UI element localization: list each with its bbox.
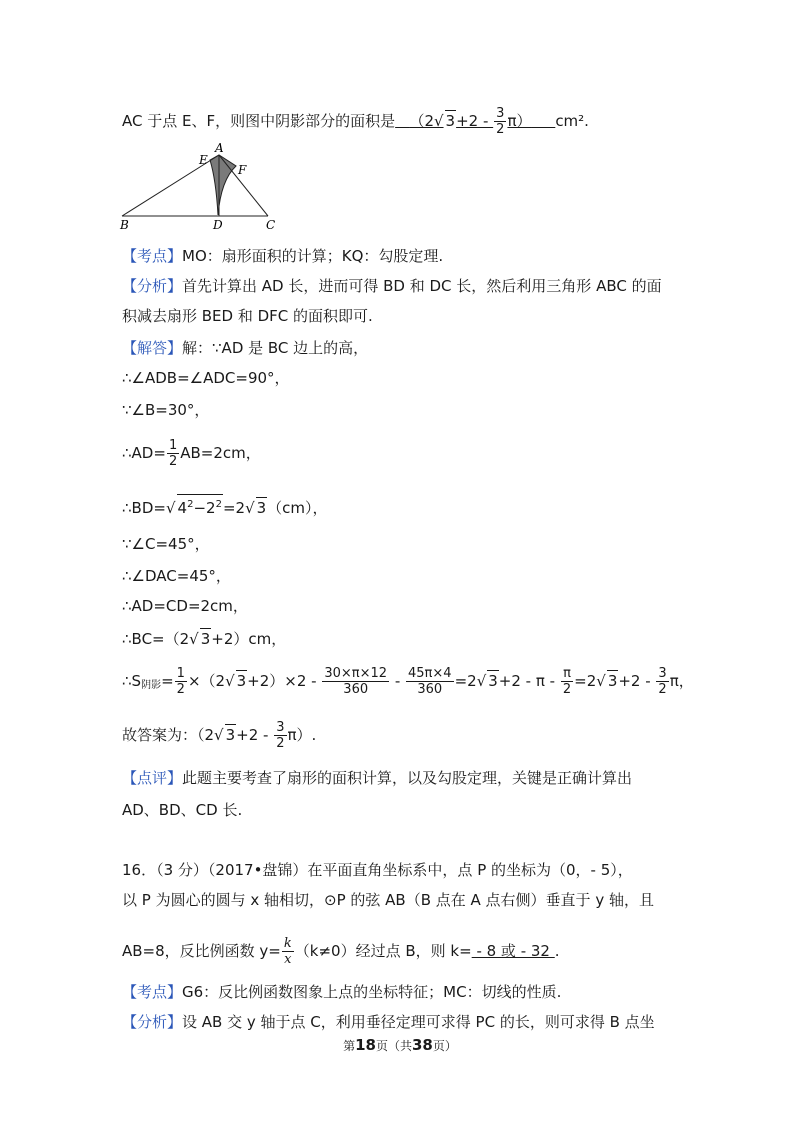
step-3: ∴AD= $\frac{1}{2}$ AB=2cm， — [122, 438, 261, 469]
step-4: ∴BD=√ $4^2-2^2=2√$ 3（cm）， — [122, 494, 328, 518]
label-f: F — [238, 163, 247, 177]
q15-jieda: 【解答】解：∵AD 是 BC 边上的高， — [122, 339, 369, 357]
q15-fenxi-1: 【分析】首先计算出 AD 长，进而可得 BD 和 DC 长，然后利用三角形 ABC 的面 — [122, 277, 662, 295]
label-d: D — [213, 218, 223, 232]
q16-line-3: AB=8，反比例函数 y= $\frac{k}{x}$ （k≠0）经过点 B，则 k= - 8 或 - 32 . — [122, 936, 560, 967]
step-9: $\therefore S_{阴影}=$ $\frac{1}{2}$ ×（2√ 3+2）×2 - $\frac{30\times\pi\times 12}{360}$ - $\frac{45\pi\times 4}{360}$ =2√ 3+2 - π - $\frac{\pi}{2}$ =2√ 3+2 - $\frac{3}{2}$ π， — [122, 666, 694, 697]
label-e: E — [199, 153, 208, 167]
final-answer: 故答案为：（2√ 3+2 - $\frac{3}{2}$ π）. — [122, 720, 317, 751]
q15-answer-fraction: $\frac{3}{2}$ — [496, 106, 505, 137]
label-b: B — [120, 218, 129, 232]
step-6: ∴∠DAC=45°， — [122, 567, 231, 585]
page-number: 18 — [355, 1036, 376, 1054]
q15-kaodian: 【考点】MO：扇形面积的计算；KQ：勾股定理. — [122, 247, 444, 265]
step-8: ∴BC=（2√ 3+2）cm， — [122, 630, 287, 648]
q15-intro: AC 于点 E、F，则图中阴影部分的面积是 — [122, 112, 396, 130]
step-2: ∵∠B=30°， — [122, 401, 210, 419]
q16-line-2: 以 P 为圆心的圆与 x 轴相切，⊙P 的弦 AB（B 点在 A 点右侧）垂直于 y 轴，且 — [122, 891, 654, 909]
label-c: C — [266, 218, 276, 232]
page-footer: 第18页（共38页） — [343, 1036, 457, 1054]
q15-dianping-2: AD、BD、CD 长. — [122, 801, 243, 819]
step-7: ∴AD=CD=2cm， — [122, 597, 248, 615]
label-a: A — [215, 141, 224, 155]
step-1: ∴∠ADB=∠ADC=90°， — [122, 369, 290, 387]
q16-line-1: 16．（3 分）（2017•盘锦）在平面直角坐标系中，点 P 的坐标为（0，- 5）， — [122, 861, 633, 879]
q15-dianping-1: 【点评】此题主要考查了扇形的面积计算，以及勾股定理，关键是正确计算出 — [122, 769, 633, 787]
q15-intro-line — [122, 106, 589, 137]
q15-answer: （2√ 3+2 - $\frac{3}{2}$ π） — [409, 106, 532, 137]
page-total: 38 — [412, 1036, 433, 1054]
q16-answer: - 8 或 - 32 — [471, 942, 555, 960]
step-5: ∵∠C=45°， — [122, 535, 210, 553]
q15-fenxi-2: 积减去扇形 BED 和 DFC 的面积即可. — [122, 307, 373, 325]
q15-unit: cm². — [555, 112, 589, 130]
geometry-figure — [118, 140, 288, 232]
shaded-region — [210, 155, 236, 215]
q16-kaodian: 【考点】G6：反比例函数图象上点的坐标特征；MC：切线的性质. — [122, 983, 562, 1001]
q16-fenxi: 【分析】设 AB 交 y 轴于点 C，利用垂径定理可求得 PC 的长，则可求得 B 点坐 — [122, 1013, 655, 1031]
